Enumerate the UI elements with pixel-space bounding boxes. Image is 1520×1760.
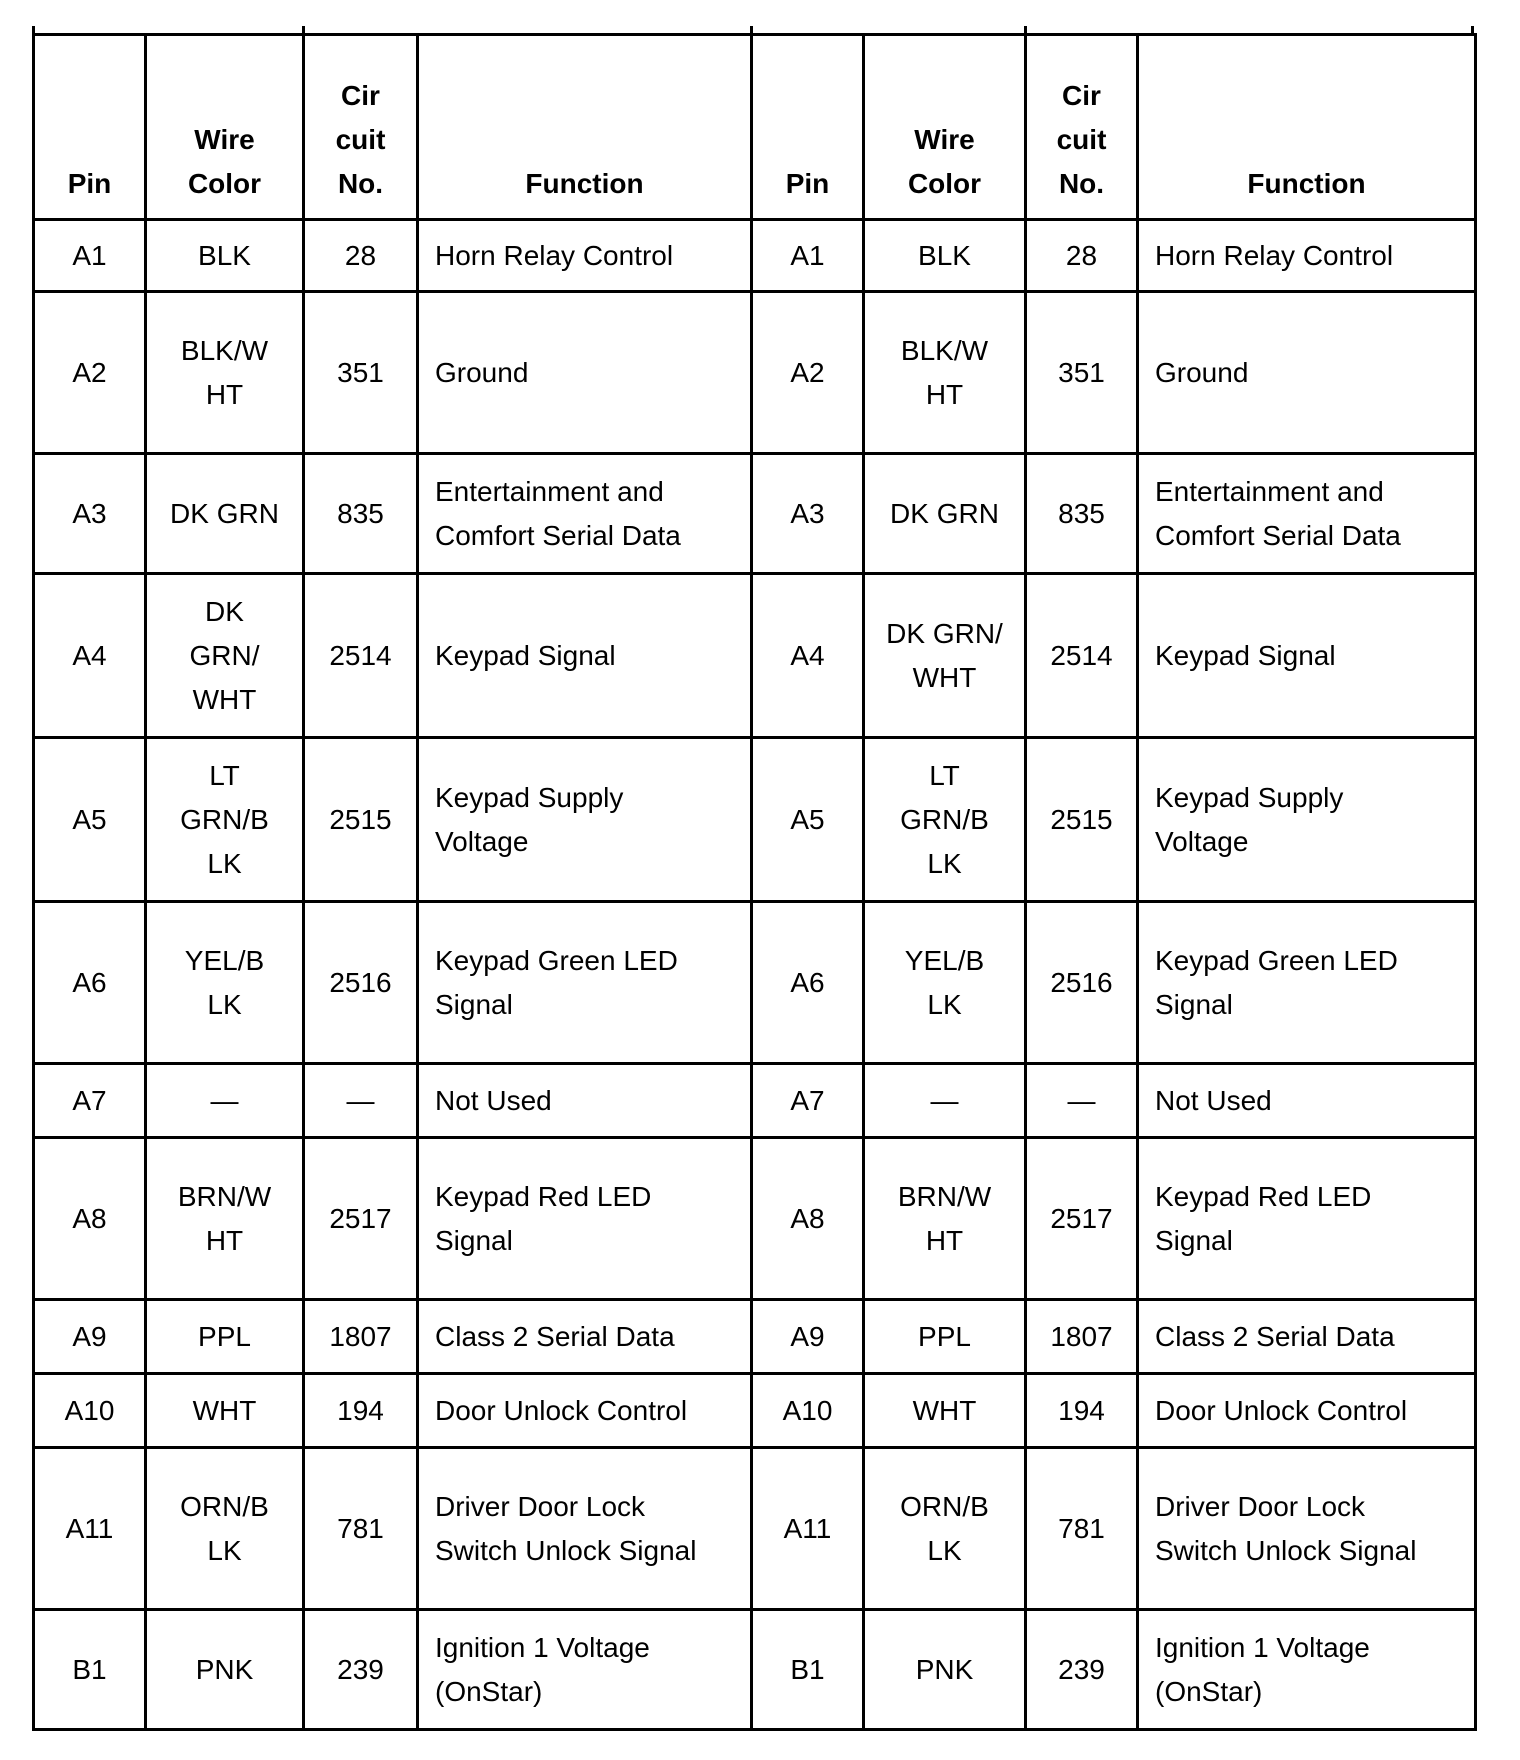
wire-color-cell: BLK — [146, 220, 304, 292]
function-cell: Ignition 1 Voltage (OnStar) — [418, 1610, 752, 1730]
wire-color-cell: BLK/W HT — [146, 292, 304, 454]
function-cell: Door Unlock Control — [418, 1374, 752, 1448]
header-row — [34, 35, 1476, 220]
circuit-no-cell: 835 — [304, 454, 418, 574]
circuit-no-cell: 2514 — [304, 574, 418, 738]
header-wire-color: Wire Color — [146, 35, 304, 220]
function-cell: Ignition 1 Voltage (OnStar) — [1138, 1610, 1476, 1730]
pin-cell: A4 — [752, 574, 864, 738]
wire-color-cell: ORN/B LK — [146, 1448, 304, 1610]
wire-color-cell: — — [864, 1064, 1026, 1138]
wire-color-cell: LT GRN/B LK — [864, 738, 1026, 902]
header-function: Function — [418, 35, 752, 220]
function-cell: Horn Relay Control — [418, 220, 752, 292]
pin-cell: A9 — [34, 1300, 146, 1374]
wire-color-cell: BRN/W HT — [146, 1138, 304, 1300]
pin-cell: A3 — [752, 454, 864, 574]
header-pin: Pin — [752, 35, 864, 220]
circuit-no-cell: 351 — [1026, 292, 1138, 454]
wire-color-cell: BLK/W HT — [864, 292, 1026, 454]
function-cell: Keypad Supply Voltage — [1138, 738, 1476, 902]
wire-color-cell: LT GRN/B LK — [146, 738, 304, 902]
pin-cell: B1 — [752, 1610, 864, 1730]
wire-color-cell: WHT — [864, 1374, 1026, 1448]
pin-cell: A10 — [752, 1374, 864, 1448]
table-row — [34, 574, 1476, 738]
function-cell: Door Unlock Control — [1138, 1374, 1476, 1448]
table-row — [34, 1138, 1476, 1300]
circuit-no-cell: 1807 — [1026, 1300, 1138, 1374]
pin-cell: A2 — [34, 292, 146, 454]
table-row — [34, 738, 1476, 902]
pin-cell: A5 — [34, 738, 146, 902]
header-circuit-no: Cir cuit No. — [304, 35, 418, 220]
pin-cell: B1 — [34, 1610, 146, 1730]
table-row — [34, 1610, 1476, 1730]
table-row — [34, 1374, 1476, 1448]
circuit-no-cell: 239 — [1026, 1610, 1138, 1730]
circuit-no-cell: 835 — [1026, 454, 1138, 574]
wire-color-cell: DK GRN — [864, 454, 1026, 574]
function-cell: Not Used — [1138, 1064, 1476, 1138]
wire-color-cell: YEL/B LK — [146, 902, 304, 1064]
table-row — [34, 454, 1476, 574]
function-cell: Ground — [1138, 292, 1476, 454]
pin-cell: A1 — [34, 220, 146, 292]
circuit-no-cell: 28 — [304, 220, 418, 292]
pin-cell: A4 — [34, 574, 146, 738]
function-cell: Class 2 Serial Data — [1138, 1300, 1476, 1374]
circuit-no-cell: 781 — [1026, 1448, 1138, 1610]
circuit-no-cell: 781 — [304, 1448, 418, 1610]
function-cell: Driver Door Lock Switch Unlock Signal — [418, 1448, 752, 1610]
function-cell: Keypad Signal — [418, 574, 752, 738]
wire-color-cell: DK GRN/ WHT — [146, 574, 304, 738]
circuit-no-cell: 194 — [304, 1374, 418, 1448]
circuit-no-cell: 2516 — [1026, 902, 1138, 1064]
pin-cell: A6 — [752, 902, 864, 1064]
wire-color-cell: — — [146, 1064, 304, 1138]
table-body — [34, 220, 1476, 1730]
circuit-no-cell: — — [1026, 1064, 1138, 1138]
function-cell: Keypad Supply Voltage — [418, 738, 752, 902]
circuit-no-cell: 2517 — [304, 1138, 418, 1300]
wire-color-cell: DK GRN — [146, 454, 304, 574]
function-cell: Ground — [418, 292, 752, 454]
function-cell: Class 2 Serial Data — [418, 1300, 752, 1374]
function-cell: Horn Relay Control — [1138, 220, 1476, 292]
pin-cell: A2 — [752, 292, 864, 454]
pin-cell: A11 — [752, 1448, 864, 1610]
circuit-no-cell: — — [304, 1064, 418, 1138]
circuit-no-cell: 239 — [304, 1610, 418, 1730]
circuit-no-cell: 351 — [304, 292, 418, 454]
wire-color-cell: BLK — [864, 220, 1026, 292]
wire-color-cell: PNK — [864, 1610, 1026, 1730]
function-cell: Keypad Green LED Signal — [418, 902, 752, 1064]
function-cell: Keypad Red LED Signal — [418, 1138, 752, 1300]
function-cell: Keypad Signal — [1138, 574, 1476, 738]
pin-cell: A5 — [752, 738, 864, 902]
wire-color-cell: PPL — [146, 1300, 304, 1374]
connector-pin-table — [32, 33, 1477, 1731]
table-row — [34, 292, 1476, 454]
pin-cell: A3 — [34, 454, 146, 574]
circuit-no-cell: 2516 — [304, 902, 418, 1064]
circuit-no-cell: 194 — [1026, 1374, 1138, 1448]
circuit-no-cell: 2515 — [1026, 738, 1138, 902]
table-row — [34, 1064, 1476, 1138]
header-function: Function — [1138, 35, 1476, 220]
table-row — [34, 1448, 1476, 1610]
function-cell: Driver Door Lock Switch Unlock Signal — [1138, 1448, 1476, 1610]
table-row — [34, 220, 1476, 292]
circuit-no-cell: 2517 — [1026, 1138, 1138, 1300]
pin-cell: A8 — [752, 1138, 864, 1300]
wire-color-cell: YEL/B LK — [864, 902, 1026, 1064]
pin-cell: A7 — [752, 1064, 864, 1138]
circuit-no-cell: 28 — [1026, 220, 1138, 292]
header-wire-color: Wire Color — [864, 35, 1026, 220]
header-pin: Pin — [34, 35, 146, 220]
pin-cell: A11 — [34, 1448, 146, 1610]
circuit-no-cell: 2515 — [304, 738, 418, 902]
function-cell: Not Used — [418, 1064, 752, 1138]
table-row — [34, 902, 1476, 1064]
function-cell: Keypad Green LED Signal — [1138, 902, 1476, 1064]
function-cell: Entertainment and Comfort Serial Data — [1138, 454, 1476, 574]
pin-cell: A6 — [34, 902, 146, 1064]
table-row — [34, 1300, 1476, 1374]
wire-color-cell: DK GRN/ WHT — [864, 574, 1026, 738]
wire-color-cell: PNK — [146, 1610, 304, 1730]
function-cell: Keypad Red LED Signal — [1138, 1138, 1476, 1300]
wire-color-cell: ORN/B LK — [864, 1448, 1026, 1610]
header-circuit-no: Cir cuit No. — [1026, 35, 1138, 220]
pin-cell: A8 — [34, 1138, 146, 1300]
pin-cell: A9 — [752, 1300, 864, 1374]
pin-cell: A7 — [34, 1064, 146, 1138]
pin-cell: A1 — [752, 220, 864, 292]
circuit-no-cell: 1807 — [304, 1300, 418, 1374]
wire-color-cell: PPL — [864, 1300, 1026, 1374]
wire-color-cell: WHT — [146, 1374, 304, 1448]
circuit-no-cell: 2514 — [1026, 574, 1138, 738]
pin-cell: A10 — [34, 1374, 146, 1448]
wire-color-cell: BRN/W HT — [864, 1138, 1026, 1300]
function-cell: Entertainment and Comfort Serial Data — [418, 454, 752, 574]
